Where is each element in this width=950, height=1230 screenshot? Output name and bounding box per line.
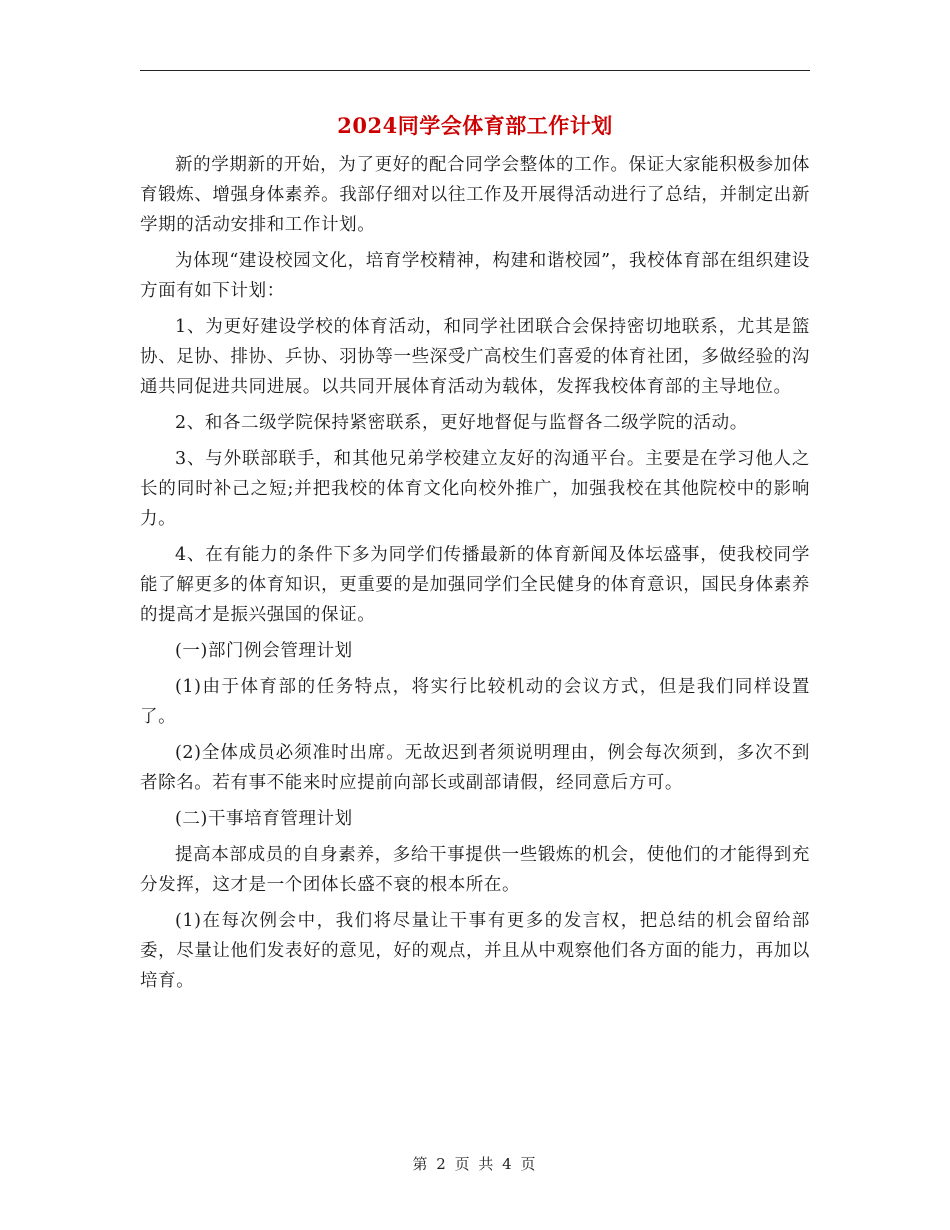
paragraph-intro: 新的学期新的开始，为了更好的配合同学会整体的工作。保证大家能积极参加体育锻炼、增强身体素养。我部仔细对以往工作及开展得活动进行了总结，并制定出新学期的活动安排和工作计划。 (140, 155, 810, 235)
paragraph-training-1: (1)在每次例会中，我们将尽量让干事有更多的发言权，把总结的机会留给部委，尽量让他们发表好的意见，好的观点，并且从中观察他们各方面的能力，再加以培育。 (140, 911, 810, 991)
section-heading-meetings: (一)部门例会管理计划 (175, 641, 353, 661)
document-body (140, 150, 810, 1002)
paragraph-meetings-1: (1)由于体育部的任务特点，将实行比较机动的会议方式，但是我们同样设置了。 (140, 677, 810, 727)
paragraph-organization: 为体现“建设校园文化，培育学校精神，构建和谐校园”，我校体育部在组织建设方面有如下计划： (140, 251, 810, 301)
paragraph-item-4: 4、在有能力的条件下多为同学们传播最新的体育新闻及体坛盛事，使我校同学能了解更多的体育知识，更重要的是加强同学们全民健身的体育意识，国民身体素养的提高才是振兴强国的保证。 (140, 545, 810, 625)
section-heading-training: (二)干事培育管理计划 (175, 809, 353, 829)
document-title: 2024同学会体育部工作计划 (337, 113, 613, 138)
paragraph-meetings-2: (2)全体成员必须准时出席。无故迟到者须说明理由，例会每次须到，多次不到者除名。若有事不能来时应提前向部长或副部请假，经同意后方可。 (140, 743, 810, 793)
paragraph-item-1: 1、为更好建设学校的体育活动，和同学社团联合会保持密切地联系，尤其是篮协、足协、排协、乒协、羽协等一些深受广高校生们喜爱的体育社团，多做经验的沟通共同促进共同进展。以共同开展体育活动为载体，发挥我校体育部的主导地位。 (140, 317, 810, 397)
paragraph-item-2: 2、和各二级学院保持紧密联系，更好地督促与监督各二级学院的活动。 (175, 413, 748, 433)
paragraph-training-intro: 提高本部成员的自身素养，多给干事提供一些锻炼的机会，使他们的才能得到充分发挥，这才是一个团体长盛不衰的根本所在。 (140, 845, 810, 895)
page-number: 第 2 页 共 4 页 (412, 1155, 538, 1173)
paragraph-item-3: 3、与外联部联手，和其他兄弟学校建立友好的沟通平台。主要是在学习他人之长的同时补己之短;并把我校的体育文化向校外推广，加强我校在其他院校中的影响力。 (140, 449, 810, 529)
header-rule (140, 70, 810, 71)
